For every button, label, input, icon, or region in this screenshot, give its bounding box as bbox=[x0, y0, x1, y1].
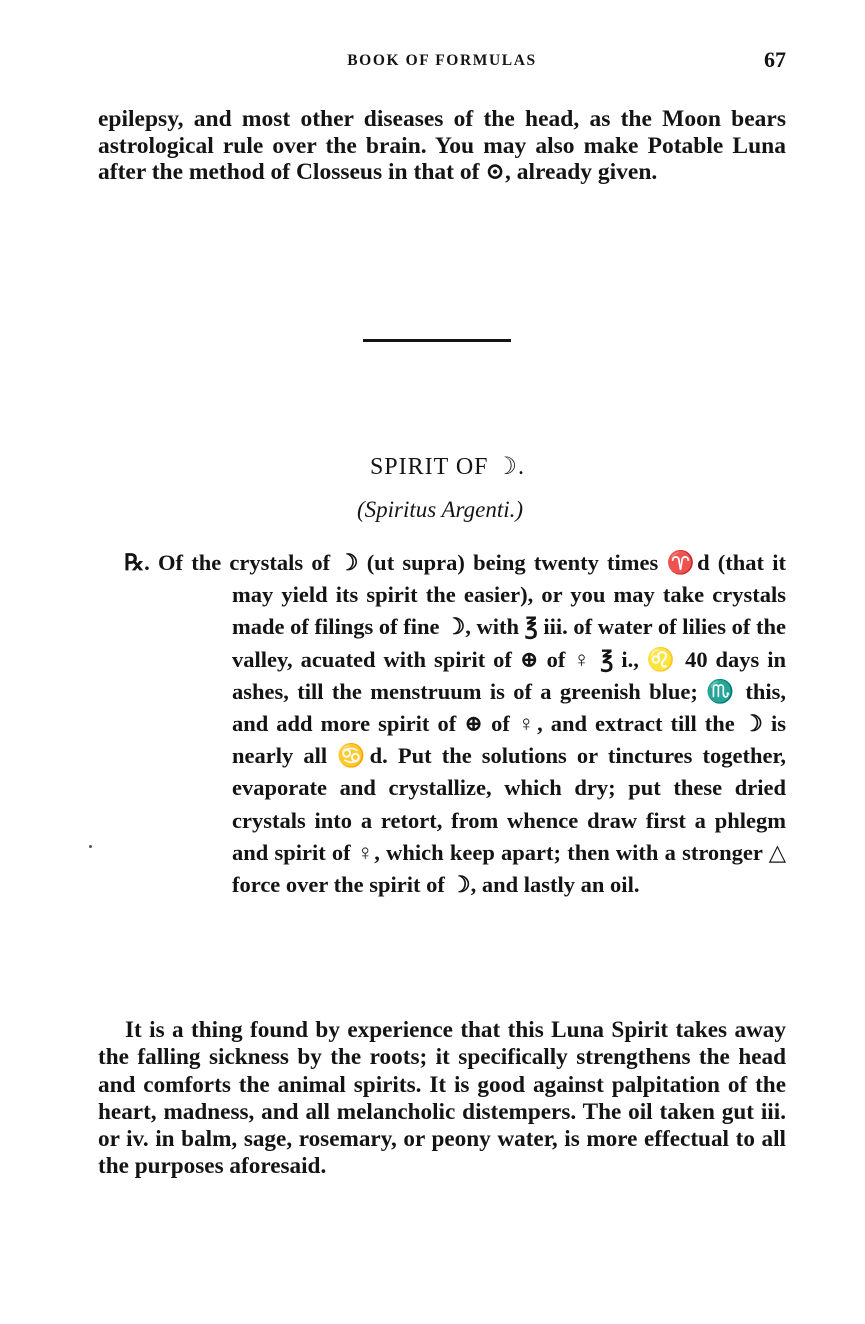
print-speck bbox=[89, 845, 92, 848]
running-title: BOOK OF FORMULAS bbox=[347, 52, 537, 69]
section-subtitle: (Spiritus Argenti.) bbox=[356, 497, 524, 522]
recipe-text: Of the crystals of ☽ (ut supra) being twenty times ♈d (that it may yield its spirit the easier), or you may take crystals made of filings of fine ☽, with ℥ iii. of water of lilies of the valley, acuated with spirit of ⊕ of ♀ ℥ i., ♌ 40 days in ashes, till the menstruum is of a greenish blue; ♏ this, and add more spirit of ⊕ of ♀, and extract till the ☽ is nearly all ♋d. Put the solutions or tinctures together, evaporate and crystallize, which dry; put these dried crystals into a retort, from whence draw first a phlegm and spirit of ♀, which keep apart; then with a stronger △ force over the spirit of ☽, and lastly an oil. bbox=[158, 550, 787, 898]
intro-paragraph: epilepsy, and most other diseases of the head, as the Moon bears astrological rule over the brain. You may also make Potable Luna after the method of Closseus in that of ⊙, already given. bbox=[98, 106, 786, 185]
closing-paragraph: It is a thing found by experience that this Luna Spirit takes away the falling sickness by the roots; it specifically strengthens the head and comforts the animal spirits. It is good against palpitation of the heart, madness, and all melancholic distempers. The oil taken gut iii. or iv. in balm, sage, rosemary, or peony water, is more effectual to all the purposes aforesaid. bbox=[98, 1017, 786, 1180]
page-number: 67 bbox=[764, 47, 786, 72]
running-head bbox=[98, 49, 786, 73]
recipe-symbol: ℞. bbox=[124, 550, 150, 575]
recipe-paragraph bbox=[124, 547, 786, 901]
section-heading: SPIRIT OF ☽. bbox=[369, 454, 526, 480]
section-divider bbox=[363, 339, 511, 342]
